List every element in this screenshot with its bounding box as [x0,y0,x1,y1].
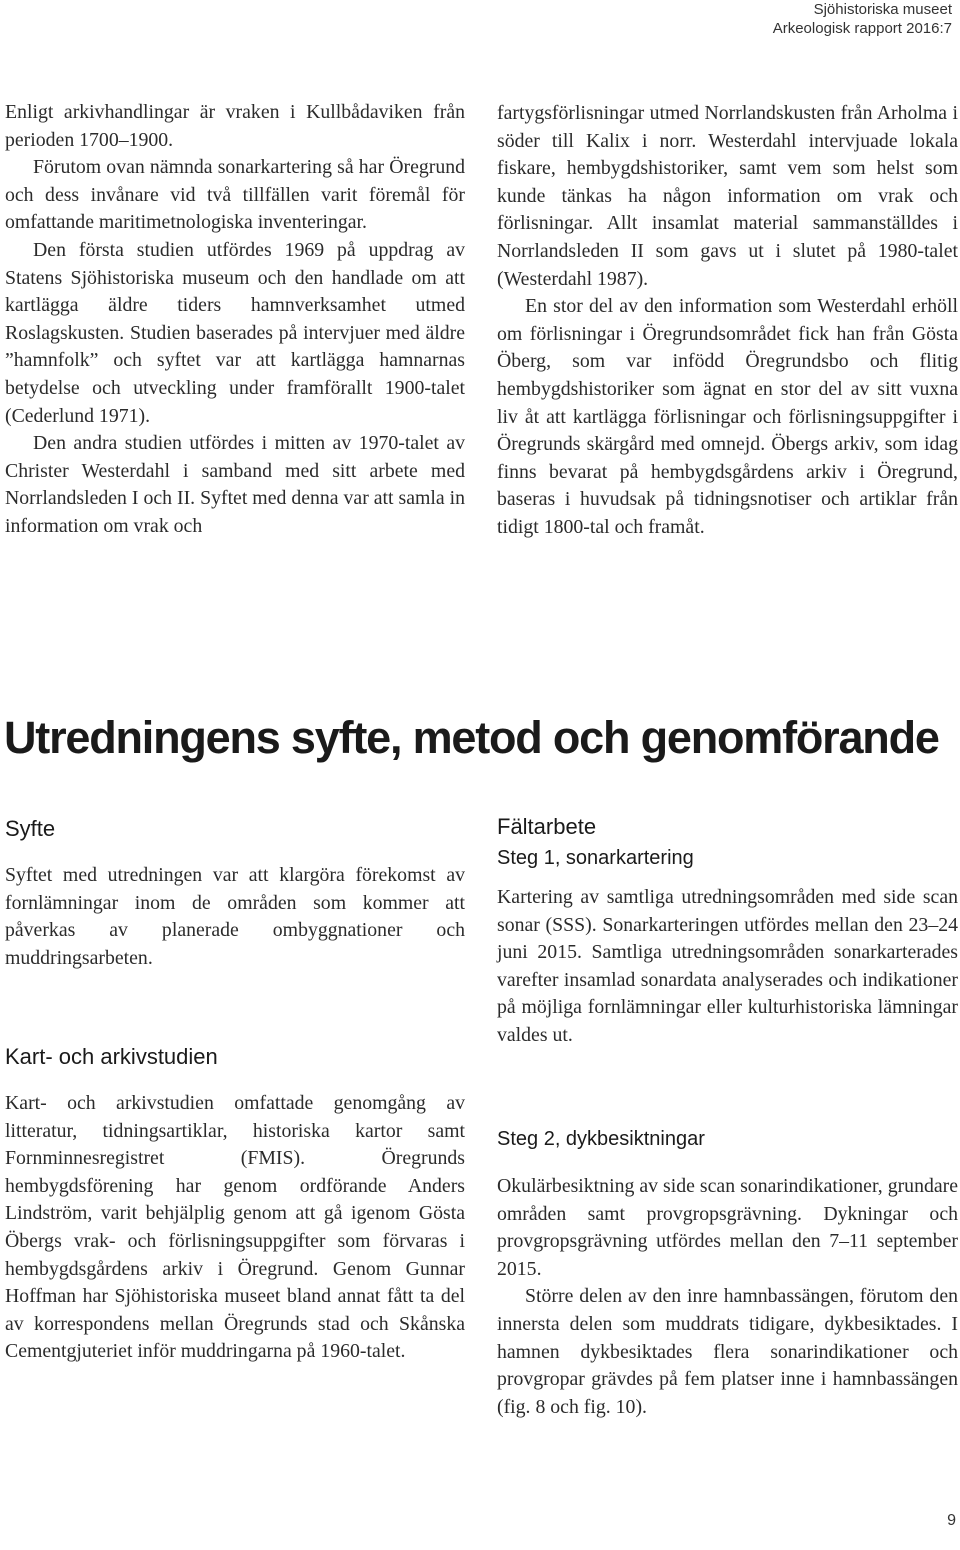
steg1-heading: Steg 1, sonarkartering [497,847,694,869]
kart-section [5,1044,465,1366]
paragraph: fartygsförlisningar utmed Norrlandskusten från Arholma i söder till Kalix i norr. Westerdahl intervjuade lokala fiskare, hembygdshistoriker, samt vem som helst som kunde tänkas ha någon information om vrak och förlisningar. Allt insamlat material sammanställdes i Norrlandsleden II som gavs ut i slutet på 1980-talet (Westerdahl 1987). [497,102,958,290]
paragraph: Den andra studien utfördes i mitten av 1970-talet av Christer Westerdahl i samband med sitt arbete med Norrlandsleden I och II. Syftet med denna var att samla in information om vrak och [5,432,465,537]
paragraph: Den första studien utfördes 1969 på uppdrag av Statens Sjöhistoriska museum och den handlade om att kartlägga äldre tiders hamnverksamhet utmed Roslagskusten. Studien baserades på intervjuer med äldre ”hamnfolk” och syftet var att kartlägga hamnarnas betydelse och utveckling under framförallt 1900-talet (Cederlund 1971). [5,238,465,427]
page-number: 9 [947,1512,956,1529]
kart-heading: Kart- och arkivstudien [5,1044,218,1069]
header-museum-name: Sjöhistoriska museet [813,1,952,18]
faltarbete-section [497,814,958,1050]
section-title: Utredningens syfte, metod och genomförande [4,712,939,763]
syfte-text: Syftet med utredningen var att klargöra förekomst av fornlämningar inom de områden som kommer att påverkas av planerade ombyggnationer och muddringsarbeten. [5,864,465,969]
kart-text: Kart- och arkivstudien omfattade genomgång av litteratur, tidningsartiklar, historiska kartor samt Fornminnesregistret (FMIS). Öregrunds hembygdsförening har genom ordförande Anders Lindström, varit behjälplig genom att gå igenom Gösta Öbergs vrak- och förlisningsuppgifter som förvaras i hembygdsgårdens arkiv i Öregrund. Genom Gunnar Hoffman har Sjöhistoriska museet bland annat fått ta del av korrespondens mellan Öregrunds stad och Skånska Cementgjuteriet inför muddringarna på 1960-talet. [5,1092,465,1363]
paragraph: En stor del av den information som Westerdahl erhöll om förlisningar i Öregrundsområdet fick han från Gösta Öberg, som var infödd Öregrundsbo och flitig hembygdshistoriker som ägnat en stor del av sitt vuxna liv åt att kartlägga förlisningar och förlisningsuppgifter i Öregrunds skärgård med omnejd. Öbergs arkiv, som idag finns bevarat på hembygdsgårdens arkiv i Öregrund, baseras i huvudsak på tidningsnotiser och artiklar från tidigt 1800-tal och framåt. [497,295,958,538]
top-left-column [5,99,465,541]
faltarbete-heading: Fältarbete [497,814,597,839]
top-right-column [497,100,958,542]
steg2-paragraph-1: Okulärbesiktning av side scan sonarindikationer, grundare områden samt provgropsgrävning. Dykningar och provgropsgrävning utfördes mellan den 7–11 september 2015. [497,1175,958,1280]
steg2-heading: Steg 2, dykbesiktningar [497,1128,705,1150]
paragraph: Enligt arkivhandlingar är vraken i Kullbådaviken från perioden 1700–1900. [5,101,465,151]
header-report-number: Arkeologisk rapport 2016:7 [772,20,952,37]
paragraph: Förutom ovan nämnda sonarkartering så har Öregrund och dess invånare vid två tillfällen varit föremål för omfattande maritimetnologiska inventeringar. [5,156,465,234]
steg2-section [497,1128,958,1421]
running-header [552,0,952,38]
steg2-paragraph-2: Större delen av den inre hamnbassängen, förutom den innersta delen som muddrats tidigare, dykbesiktades. I hamnen dykbesiktades flera sonarindikationer och provgropar grävdes på fem platser inne i hamnbassängen (fig. 8 och fig. 10). [497,1285,958,1418]
steg1-text: Kartering av samtliga utredningsområden med side scan sonar (SSS). Sonarkarteringen utfördes mellan den 23–24 juni 2015. Samtliga utredningsområden sonarkarterades varefter insamlad sonardata analyserades och indikationer på möjliga fornlämningar eller kulturhistoriska lämningar valdes ut. [497,886,958,1046]
syfte-section [5,816,465,972]
syfte-heading: Syfte [5,816,56,841]
